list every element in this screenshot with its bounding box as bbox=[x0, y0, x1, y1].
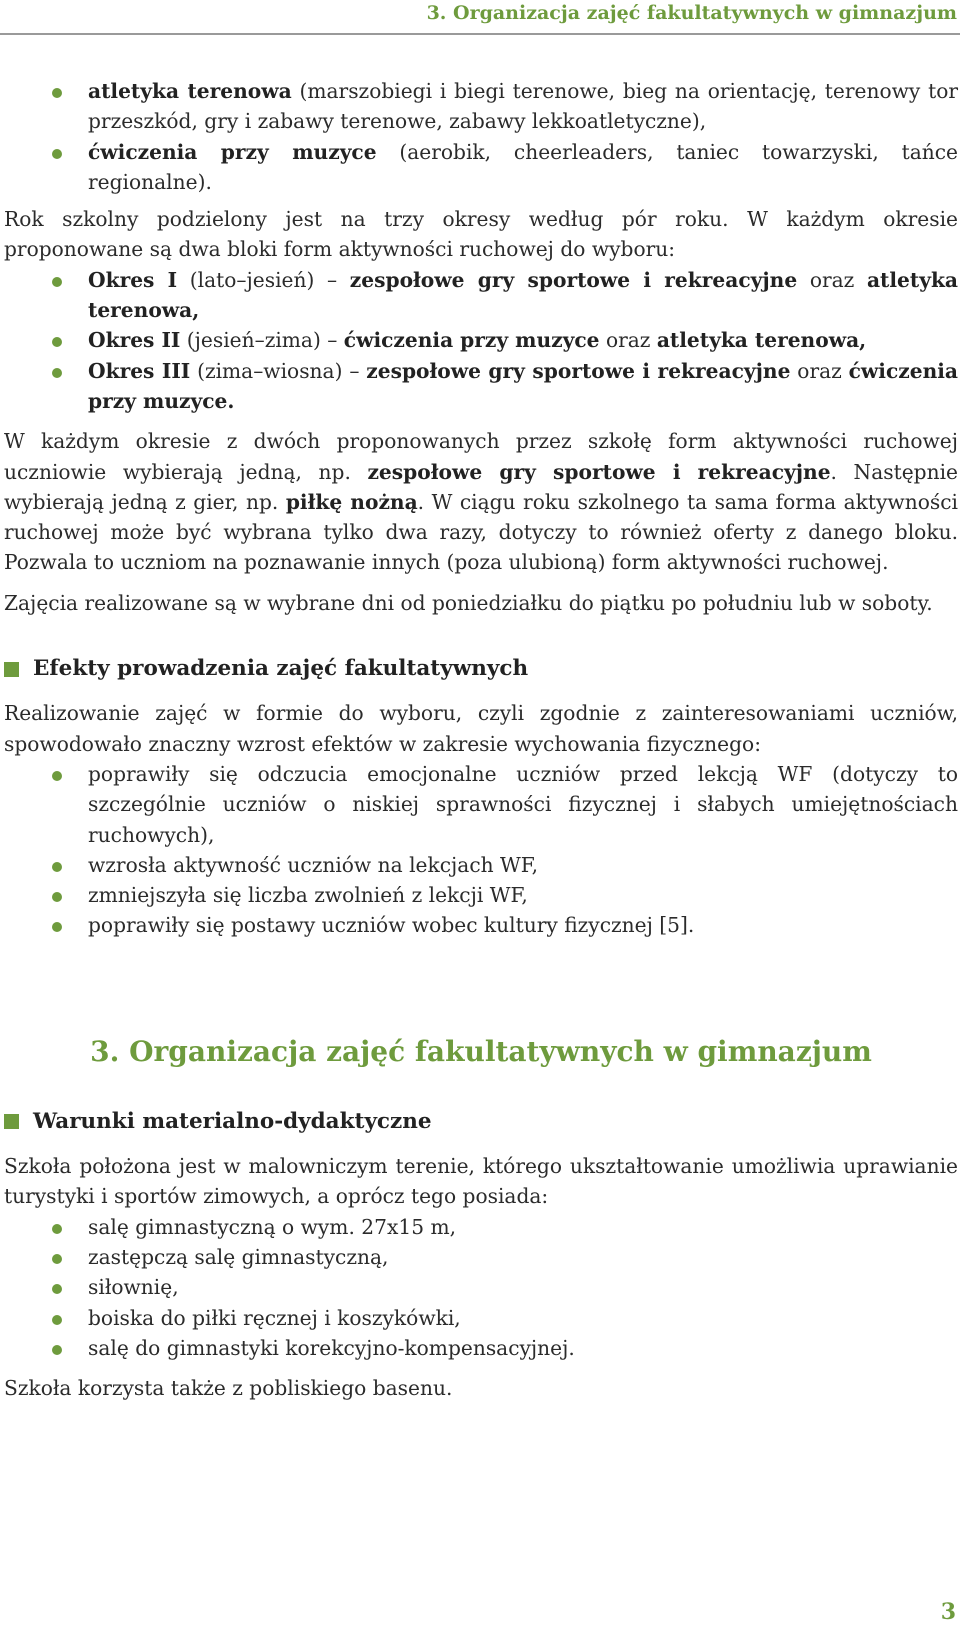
square-bullet-icon bbox=[4, 1114, 19, 1129]
period-connector: oraz bbox=[797, 267, 867, 292]
period-season: (jesień–zima) – bbox=[180, 328, 344, 353]
bullet-icon bbox=[52, 1345, 62, 1355]
bullet-icon bbox=[52, 922, 62, 932]
list-item-term: ćwiczenia przy muzyce bbox=[88, 139, 377, 164]
bullet-icon bbox=[52, 771, 62, 781]
list-item-text: salę gimnastyczną o wym. 27x15 m, bbox=[88, 1214, 457, 1239]
period-connector: oraz bbox=[599, 328, 657, 353]
period-name: Okres I bbox=[88, 267, 178, 292]
list-item bbox=[4, 137, 958, 198]
list-item-text: wzrosła aktywność uczniów na lekcjach WF, bbox=[88, 852, 539, 877]
period-option-a: zespołowe gry sportowe i rekreacyjne bbox=[349, 267, 798, 292]
period-connector: oraz bbox=[790, 358, 849, 383]
bullet-icon bbox=[52, 88, 62, 98]
list-item bbox=[4, 325, 958, 355]
list-item-text: poprawiły się postawy uczniów wobec kultury fizycznej [5]. bbox=[88, 913, 695, 938]
list-item bbox=[4, 1242, 958, 1272]
bullet-icon bbox=[52, 862, 62, 872]
bold-span: zespołowe gry sportowe i rekreacyjne bbox=[367, 459, 831, 484]
bullet-icon bbox=[52, 337, 62, 347]
list-item-text: poprawiły się odczucia emocjonalne uczniów przed lekcją WF (dotyczy to szczególnie uczniów o niskiej sprawności fizycznej i słabych umiejętnościach ruchowych), bbox=[88, 761, 958, 847]
paragraph-schedule: Zajęcia realizowane są w wybrane dni od poniedziałku do piątku po południu lub w soboty. bbox=[4, 590, 933, 615]
period-name: Okres II bbox=[88, 328, 181, 353]
header-rule bbox=[0, 33, 960, 35]
list-item-text: (aerobik, cheerleaders, taniec towarzyski, tańce regionalne). bbox=[88, 139, 958, 194]
paragraph-conditions-intro: Szkoła położona jest w malowniczym terenie, którego ukształtowanie umożliwia uprawianie turystyki i sportów zimowych, a oprócz tego posiada: bbox=[4, 1154, 958, 1209]
period-name: Okres III bbox=[88, 358, 191, 383]
list-item bbox=[4, 265, 958, 326]
bullet-icon bbox=[52, 1254, 62, 1264]
list-item bbox=[4, 880, 958, 910]
list-item-term: atletyka terenowa bbox=[88, 79, 292, 103]
square-bullet-icon bbox=[4, 662, 19, 677]
effects-list bbox=[4, 759, 958, 941]
list-item bbox=[4, 1212, 958, 1242]
text-span: W każdym okresie z dwóch proponowanych przez szkołę form aktywności ruchowej uczniowie wybierają jedną, np. bbox=[4, 429, 958, 484]
bullet-icon bbox=[52, 149, 62, 159]
activity-list bbox=[4, 76, 958, 197]
list-item-text: (marszobiegi i biegi terenowe, bieg na orientację, terenowy tor przeszkód, gry i zabawy terenowe, zabawy lekkoatletyczne), bbox=[88, 79, 958, 134]
period-option-b: atletyka terenowa, bbox=[656, 328, 867, 353]
paragraph-school-year: Rok szkolny podzielony jest na trzy okresy według pór roku. W każdym okresie proponowane są dwa bloki form aktywności ruchowej do wyboru: bbox=[4, 207, 958, 262]
text-span: . W ciągu roku szkolnego ta sama forma aktywności ruchowej może być wybrana tylko dwa razy, dotyczy to również oferty z danego bloku. Pozwala to uczniom na poznawanie innych (poza ulubioną) form aktywności ruchowej. bbox=[4, 489, 958, 575]
paragraph-effects-intro: Realizowanie zajęć w formie do wyboru, czyli zgodnie z zainteresowaniami uczniów, spowodowało znaczny wzrost efektów w zakresie wychowania fizycznego: bbox=[4, 701, 958, 756]
page-number: 3 bbox=[940, 1599, 956, 1625]
list-item-text: boiska do piłki ręcznej i koszykówki, bbox=[88, 1305, 461, 1330]
list-item bbox=[4, 1333, 958, 1363]
bullet-icon bbox=[52, 1315, 62, 1325]
list-item bbox=[4, 356, 958, 417]
list-item-text: zastępczą salę gimnastyczną, bbox=[88, 1244, 389, 1269]
period-option-b: atletyka terenowa, bbox=[88, 267, 959, 323]
list-item bbox=[4, 76, 958, 137]
period-season: (lato–jesień) – bbox=[177, 267, 350, 292]
section-heading-effects bbox=[4, 654, 958, 684]
paragraph-closing: Szkoła korzysta także z pobliskiego basenu. bbox=[4, 1376, 453, 1401]
section-heading-text: Efekty prowadzenia zajęć fakultatywnych bbox=[33, 656, 529, 682]
list-item bbox=[4, 759, 958, 850]
period-season: (zima–wiosna) – bbox=[190, 358, 367, 383]
running-header: 3. Organizacja zajęć fakultatywnych w gimnazjum bbox=[426, 2, 957, 24]
bullet-icon bbox=[52, 277, 62, 287]
period-option-a: zespołowe gry sportowe i rekreacyjne bbox=[366, 358, 791, 383]
list-item bbox=[4, 910, 958, 940]
page-content bbox=[4, 76, 958, 1403]
text-span: . Następnie wybierają jedną z gier, np. bbox=[4, 459, 958, 514]
bullet-icon bbox=[52, 1224, 62, 1234]
paragraph-choice bbox=[4, 426, 958, 577]
list-item-text: salę do gimnastyki korekcyjno-kompensacyjnej. bbox=[88, 1335, 575, 1360]
periods-list bbox=[4, 265, 958, 416]
facilities-list bbox=[4, 1212, 958, 1363]
chapter-title: 3. Organizacja zajęć fakultatywnych w gimnazjum bbox=[90, 1034, 872, 1068]
section-heading-conditions bbox=[4, 1107, 958, 1137]
list-item bbox=[4, 850, 958, 880]
list-item-text: zmniejszyła się liczba zwolnień z lekcji WF, bbox=[88, 883, 528, 908]
list-item-text: siłownię, bbox=[88, 1275, 179, 1300]
bold-span: piłkę nożną bbox=[285, 489, 418, 514]
bullet-icon bbox=[52, 1284, 62, 1294]
list-item bbox=[4, 1272, 958, 1302]
period-option-a: ćwiczenia przy muzyce bbox=[343, 328, 600, 353]
section-heading-text: Warunki materialno-dydaktyczne bbox=[33, 1108, 432, 1134]
bullet-icon bbox=[52, 892, 62, 902]
list-item bbox=[4, 1303, 958, 1333]
period-option-b: ćwiczenia przy muzyce. bbox=[88, 358, 958, 413]
bullet-icon bbox=[52, 368, 62, 378]
